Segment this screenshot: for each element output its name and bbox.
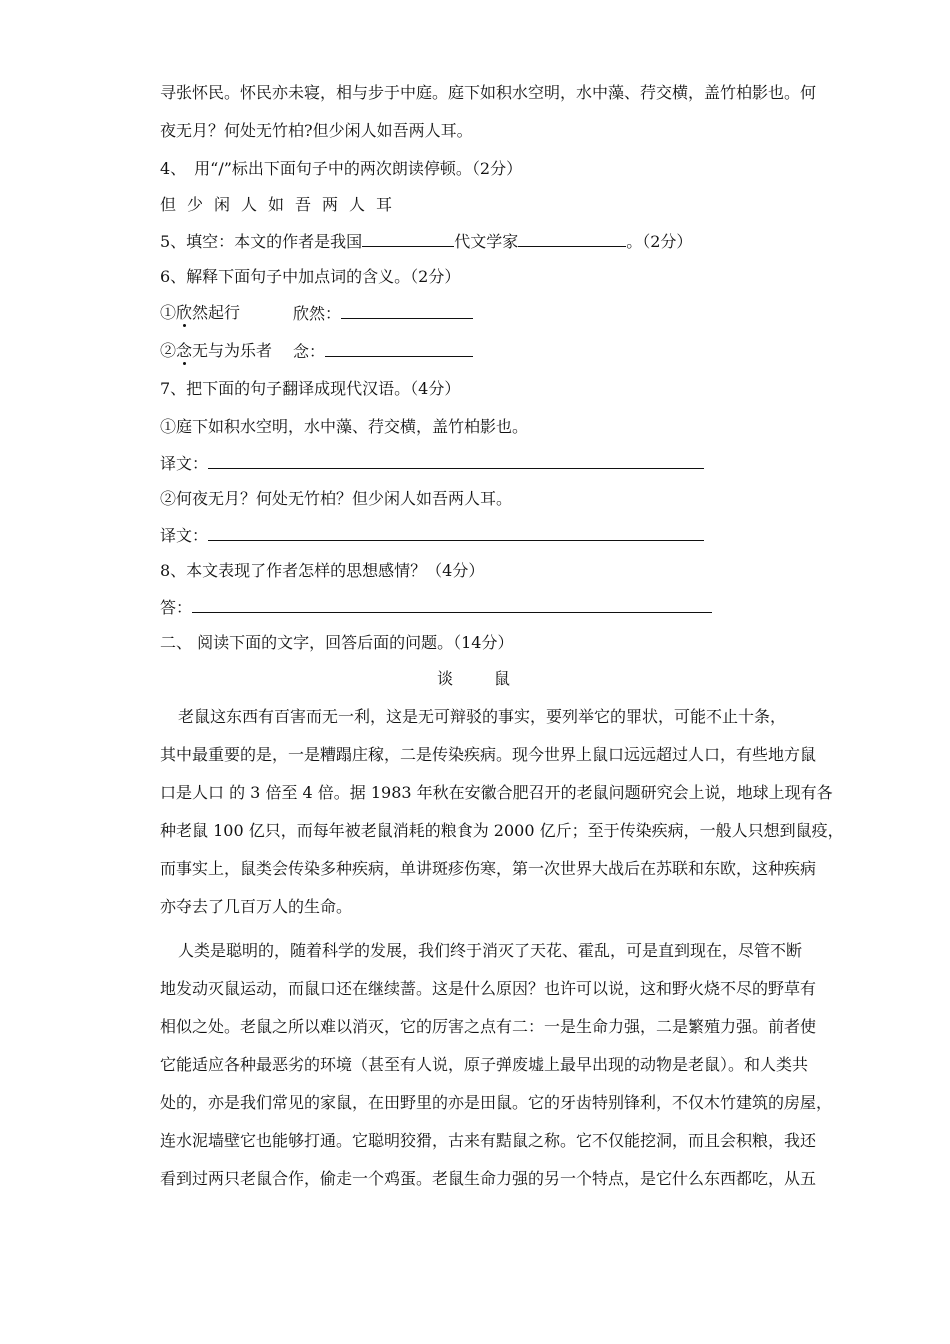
- dynasty-answer-blank[interactable]: [362, 230, 454, 247]
- section-2-heading: 二、 阅读下面的文字，回答后面的问题。（14分）: [160, 633, 514, 652]
- author-answer-blank[interactable]: [518, 230, 626, 247]
- paragraph-2-line: 人类是聪明的，随着科学的发展，我们终于消灭了天花、霍乱，可是直到现在，尽管不断: [178, 941, 803, 960]
- translation-blank[interactable]: [208, 524, 704, 541]
- question-7-answer-1: [160, 452, 704, 475]
- question-6-item-2: [160, 340, 272, 362]
- paragraph-1-line: 亦夺去了几百万人的生命。: [160, 897, 353, 916]
- question-4-prompt: 4、 用“/”标出下面句子中的两次朗读停顿。（2分）: [160, 159, 523, 178]
- translation-blank[interactable]: [208, 452, 704, 469]
- paragraph-1-line: 老鼠这东西有百害而无一利，这是无可辩驳的事实，要列举它的罪状，可能不止十条，: [178, 707, 787, 726]
- question-7-answer-2: [160, 524, 704, 547]
- question-6-prompt: 6、解释下面句子中加点词的含义。（2分）: [160, 267, 461, 286]
- paragraph-1-line: 种老鼠 100 亿只，而每年被老鼠消耗的粮食为 2000 亿斤；至于传染疾病，一般人只想到鼠疫，: [160, 821, 844, 840]
- question-8-prompt: 8、本文表现了作者怎样的思想感情？（4分）: [160, 561, 485, 580]
- item-number: ②: [160, 341, 177, 360]
- answer-label: 译文：: [160, 526, 209, 545]
- question-5-prefix: 5、填空：本文的作者是我国: [160, 232, 363, 251]
- paragraph-2-line: 处的，亦是我们常见的家鼠，在田野里的亦是田鼠。它的牙齿特别锋利，不仅木竹建筑的房屋，: [160, 1093, 833, 1112]
- question-8-answer: [160, 596, 712, 619]
- question-5: [160, 230, 692, 253]
- paragraph-2-line: 它能适应各种最恶劣的环境（甚至有人说，原子弹废墟上最早出现的动物是老鼠）。和人类共: [160, 1055, 809, 1074]
- answer-blank[interactable]: [341, 302, 473, 319]
- paragraph-1-line: 其中最重要的是，一是糟蹋庄稼，二是传染疾病。现今世界上鼠口远远超过人口，有些地方鼠: [160, 745, 817, 764]
- question-4-sentence: 但少闲人如吾两人耳: [160, 195, 404, 214]
- paragraph-2-line: 地发动灭鼠运动，而鼠口还在继续蔷。这是什么原因？也许可以说，这和野火烧不尽的野草有: [160, 979, 817, 998]
- item-number: ①: [160, 303, 177, 322]
- passage-line: 夜无月？何处无竹柏?但少闲人如吾两人耳。: [160, 121, 473, 140]
- question-7-prompt: 7、把下面的句子翻译成现代汉语。（4分）: [160, 379, 461, 398]
- answer-label: 欣然：: [293, 304, 342, 323]
- question-5-suffix: 。（2分）: [626, 232, 693, 251]
- paragraph-2-line: 看到过两只老鼠合作，偷走一个鸡蛋。老鼠生命力强的另一个特点，是它什么东西都吃，从五: [160, 1169, 817, 1188]
- paragraph-2-line: 相似之处。老鼠之所以难以消灭，它的厉害之点有二：一是生命力强，二是繁殖力强。前者使: [160, 1017, 817, 1036]
- answer-blank[interactable]: [325, 340, 473, 357]
- question-6-answer-2: [293, 340, 473, 363]
- answer-label: 答：: [160, 598, 193, 617]
- passage-line: 寻张怀民。怀民亦未寝，相与步于中庭。庭下如积水空明，水中藻、荇交横，盖竹柏影也。何: [160, 83, 817, 102]
- question-7-sentence-2: ②何夜无月？何处无竹柏？但少闲人如吾两人耳。: [160, 489, 513, 508]
- paragraph-1-line: 而事实上，鼠类会传染多种疾病，单讲斑疹伤寒，第一次世界大战后在苏联和东欧，这种疾病: [160, 859, 817, 878]
- article-title: 谈 鼠: [436, 669, 513, 688]
- question-6-answer-1: [293, 302, 473, 325]
- answer-label: 译文：: [160, 454, 209, 473]
- answer-label: 念：: [293, 342, 326, 361]
- question-5-middle: 代文学家: [454, 232, 519, 251]
- item-text: 然起行: [192, 303, 241, 322]
- question-6-item-1: [160, 302, 240, 324]
- dotted-word: 念: [176, 341, 193, 360]
- paragraph-1-line: 口是人口 的 3 倍至 4 倍。据 1983 年秋在安徽合肥召开的老鼠问题研究会上说，地球上现有各: [160, 783, 833, 802]
- paragraph-2-line: 连水泥墙壁它也能够打通。它聪明狡猾，古来有黠鼠之称。它不仅能挖洞，而且会积粮，我还: [160, 1131, 817, 1150]
- item-text: 无与为乐者: [192, 341, 273, 360]
- question-7-sentence-1: ①庭下如积水空明，水中藻、荇交横，盖竹柏影也。: [160, 417, 529, 436]
- dotted-word: 欣: [176, 303, 193, 322]
- answer-blank[interactable]: [192, 596, 712, 613]
